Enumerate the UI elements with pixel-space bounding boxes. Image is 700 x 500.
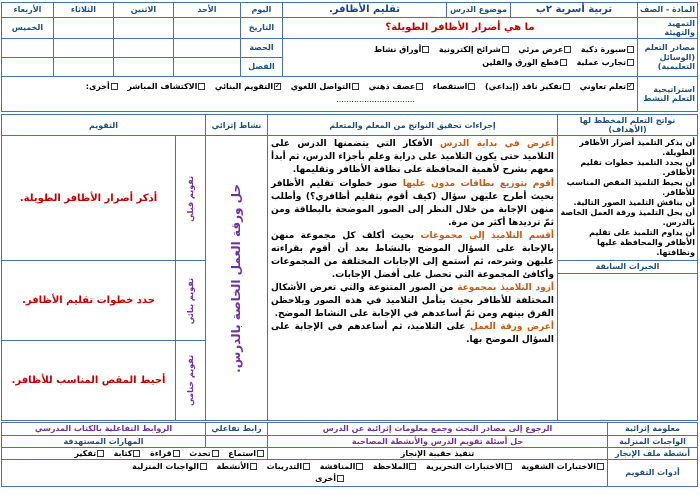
objective-item: أن يحدد التلميذ خطوات تقليم الأظافر.	[580, 158, 695, 178]
topic-value: تقليم الأظافر.	[282, 3, 446, 18]
period-cell-3	[53, 38, 113, 57]
portfolio-label: أنشطة ملف الإنجاز	[608, 447, 698, 459]
interactive-link-label: رابط تفاعلي	[206, 423, 268, 435]
period-label: الحصة	[240, 38, 282, 57]
objective-item: أن يحيط التلميذ المقص المناسب للأظافر.	[566, 178, 695, 198]
strategy-option-inquiry[interactable]: استقصاء	[433, 82, 477, 91]
checkbox-slides[interactable]	[502, 46, 509, 53]
eval-question-1: أذكر أضرار الأظافر الطويلة.	[2, 136, 176, 261]
evaluation-header: التقويم	[2, 115, 206, 136]
date-cell-2	[113, 17, 173, 38]
homework-label: الواجبات المنزلية	[608, 435, 698, 447]
procedure-step-2: أقوم بتوزيع بطاقات مدون عليها صور خطوات تقليم الأظافر بحيث أطرح عليهن سؤال (كيف أقوم بتقليم أظافري؟) وأطلب منهن الإجابة من خلال النظر إلى الصور الموضحة بالبطاقة ومن ثمّ ترديدها أكثر من مرة.	[271, 178, 554, 228]
tool-exercises[interactable]: التدريبات	[267, 462, 312, 471]
subject-value: تربية أسرية ٢ب	[510, 3, 637, 18]
procedure-step-4: أزود التلاميذ بمجموعة من الصور المتنوعة والتي تعرض الأشكال المختلفة للأظافر بحيث يتأمل التلاميذ في هذه الصور ويلاحظن الفرق بينهم ومن ثمّ أساعدهم في الإجابة على النشاط الموضح.	[271, 282, 554, 319]
checkbox-critical[interactable]	[563, 83, 570, 90]
tools-options	[2, 459, 608, 486]
checkbox-exercises[interactable]	[303, 463, 310, 470]
checkbox-linguistic[interactable]	[352, 83, 359, 90]
objective-item: أن يداوم التلميذ على تقليم الأظافر والمحافظة عليها ونظافتها.	[589, 228, 695, 258]
checkbox-brainstorm[interactable]	[416, 83, 423, 90]
period-cell-4	[1, 38, 53, 57]
portfolio-content: تنفيذ حقيبة الإنجاز	[268, 447, 608, 459]
term-cell-4	[1, 57, 53, 76]
strategy-label: استراتيجية التعلم النشط	[638, 76, 698, 111]
checkbox-writing[interactable]	[133, 450, 140, 457]
skill-listening[interactable]: استماع	[228, 449, 265, 458]
activity-text: حل ورقة العمل الخاصة بالدرس.	[228, 183, 243, 373]
skill-speaking[interactable]: تحدث	[189, 449, 219, 458]
checkbox-speaking[interactable]	[212, 450, 219, 457]
checkbox-reading[interactable]	[173, 450, 180, 457]
source-option-smartboard[interactable]: سبورة ذكية	[581, 45, 635, 54]
homework-content: حل أسئلة تقويم الدرس والأنشطة المصاحبة	[268, 435, 608, 447]
eval-type-final: تقويم ختامي	[185, 355, 195, 407]
homework-empty	[206, 435, 268, 447]
term-cell-3	[53, 57, 113, 76]
checkbox-formative[interactable]	[274, 83, 281, 90]
date-label: التاريخ	[240, 17, 282, 38]
objective-item: أن يحل التلميذ ورقة العمل الخاصة بالدرس.	[560, 208, 695, 228]
eval-question-2: حدد خطوات تقليم الأظافر.	[2, 261, 176, 341]
term-cell-2	[113, 57, 173, 76]
strategy-option-brainstorm[interactable]: عصف ذهني	[369, 82, 425, 91]
source-option-video[interactable]: عرض مرئي	[518, 45, 572, 54]
header-table	[1, 2, 698, 112]
checkbox-discovery[interactable]	[198, 83, 205, 90]
strategy-option-cooperative[interactable]: ✓تعلم تعاوني	[580, 82, 635, 91]
term-label: الفصل	[240, 57, 282, 76]
date-cell-3	[53, 17, 113, 38]
day-mon: الاثنين	[113, 3, 173, 18]
procedure-step-3: أقسم التلاميذ إلى مجموعات بحيث أكلف كل مجموعة منهن بالإجابة على السؤال الموضح بالنشاط بعد أن أقوم بقراءته عليهن وشرحه، ثم أستمع إلى الإجابات المختلفة من المجموعات وأكافئ المجموعة التي تحصل على أفضل الإجابات.	[271, 230, 555, 280]
intro-question: ما هي أضرار الأظافر الطويلة؟	[282, 17, 637, 38]
tool-oral[interactable]: الاختبارات الشفوية	[521, 462, 605, 471]
strategy-option-critical[interactable]: تفكير ناقد (إبداعي)	[485, 82, 571, 91]
checkbox-other[interactable]	[111, 83, 118, 90]
checkbox-observation[interactable]	[409, 463, 416, 470]
checkbox-smartboard[interactable]	[627, 46, 634, 53]
footer-table	[1, 422, 698, 487]
strategy-option-discovery[interactable]: الاكتشاف المباشر	[127, 82, 206, 91]
term-cell-1	[173, 57, 240, 76]
activity-header: نشاط إثرائي	[206, 115, 268, 136]
eval-type-3-cell	[176, 341, 206, 421]
tool-discussion[interactable]: المناقشة	[320, 462, 365, 471]
objective-item: أن يناقش التلميذ الصور التالية.	[573, 198, 695, 208]
objectives-cell	[558, 136, 698, 261]
day-sun: الأحد	[173, 3, 240, 18]
checkbox-oral[interactable]	[597, 463, 604, 470]
procedures-cell	[268, 136, 558, 421]
skills-options	[2, 447, 268, 459]
strategy-option-linguistic[interactable]: التواصل اللغوي	[291, 82, 360, 91]
procedure-step-5: أعرض ورقة العمل على التلاميذ، ثم أساعدهم في الإجابة على السؤال الموضح بها.	[271, 322, 554, 346]
eval-type-pre: تقويم قبلي	[185, 175, 195, 222]
checkbox-experiments[interactable]	[627, 59, 634, 66]
objective-item: أن يذكر التلميذ أضرار الأظافر الطويلة.	[579, 138, 695, 158]
tool-other[interactable]: أخرى	[315, 474, 345, 483]
procedures-header: إجراءات تحقيق النواتج من المعلم والمتعلم	[268, 115, 558, 136]
activity-cell	[206, 136, 268, 421]
interactive-link-content[interactable]: الروابط التفاعلية بالكتاب المدرسي	[2, 423, 206, 435]
day-label: اليوم	[240, 3, 282, 18]
subject-label: المادة - الصف	[638, 3, 698, 18]
tool-activities[interactable]: الأنشطة	[217, 462, 259, 471]
checkbox-listening[interactable]	[257, 450, 264, 457]
checkbox-tool-homework[interactable]	[200, 463, 207, 470]
checkbox-written[interactable]	[505, 463, 512, 470]
strategy-options	[1, 76, 637, 111]
checkbox-thinking[interactable]	[97, 450, 104, 457]
tool-homework[interactable]: الواجبات المنزلية	[132, 462, 208, 471]
strategy-option-formative[interactable]: ✓التقويم البنائي	[215, 82, 282, 91]
prior-experience-label: الخبرات السابقة	[558, 261, 698, 273]
day-wed: الأربعاء	[1, 3, 53, 18]
procedure-step-1: أعرض في بداية الدرس الأفكار التي يتضمنها الدرس على التلاميذ حتى يكون التلاميذ على دراية وعلم بأجزاء الدرس، ثم أبدأ معهم بشرح لأهمية المحافظة على نظافة الأظافر وتقليمها.	[271, 139, 554, 176]
strategy-option-other[interactable]: أخرى:	[86, 82, 119, 91]
objectives-header: نواتج التعلم المخطط لها (الأهداف)	[558, 115, 698, 136]
eval-type-formative: تقويم بنائي	[185, 277, 195, 324]
date-cell-1	[173, 17, 240, 38]
other-dots: ...............................	[336, 94, 415, 104]
checkbox-cooperative[interactable]	[627, 83, 634, 90]
skill-reading[interactable]: قراءة	[150, 449, 181, 458]
period-cell-1	[173, 38, 240, 57]
eval-question-3: أحيط المقص المناسب للأظافر.	[2, 341, 176, 421]
checkbox-activities[interactable]	[250, 463, 257, 470]
skill-thinking[interactable]: تفكير	[74, 449, 105, 458]
topic-label: موضوع الدرس	[446, 3, 510, 18]
prior-experience-cell	[558, 273, 698, 421]
source-option-slides[interactable]: شرائح إلكترونية	[439, 45, 510, 54]
enrichment-label: معلومة إثرائية	[608, 423, 698, 435]
target-skills-label: المهارات المستهدفة	[2, 435, 206, 447]
source-option-experiments[interactable]: تجارب عملية	[577, 58, 635, 67]
checkbox-video[interactable]	[564, 46, 571, 53]
skill-writing[interactable]: كتابة	[114, 449, 142, 458]
main-table	[1, 114, 698, 421]
checkbox-worksheets[interactable]	[422, 46, 429, 53]
source-option-worksheets[interactable]: أوراق نشاط	[374, 45, 430, 54]
checkbox-tool-other[interactable]	[337, 475, 344, 482]
tool-observation[interactable]: الملاحظة	[373, 462, 418, 471]
tools-label: أدوات التقويم	[608, 459, 698, 486]
eval-type-1-cell	[176, 136, 206, 261]
day-thu: الخميس	[1, 17, 53, 38]
sources-options	[282, 38, 637, 76]
tool-written[interactable]: الاختبارات التحريرية	[426, 462, 513, 471]
day-tue: الثلاثاء	[53, 3, 113, 18]
eval-type-2-cell	[176, 261, 206, 341]
period-cell-2	[113, 38, 173, 57]
source-option-paper-cork[interactable]: قطع الورق والفلين	[482, 58, 568, 67]
enrichment-content: الرجوع إلى مصادر البحث وجمع معلومات إثرائية عن الدرس	[268, 423, 608, 435]
checkbox-inquiry[interactable]	[468, 83, 475, 90]
sources-label: مصادر التعلم (الوسائل التعليمية)	[638, 38, 698, 76]
intro-label: التمهيد والتهيئة	[638, 17, 698, 38]
checkbox-paper-cork[interactable]	[560, 59, 567, 66]
checkbox-discussion[interactable]	[356, 463, 363, 470]
